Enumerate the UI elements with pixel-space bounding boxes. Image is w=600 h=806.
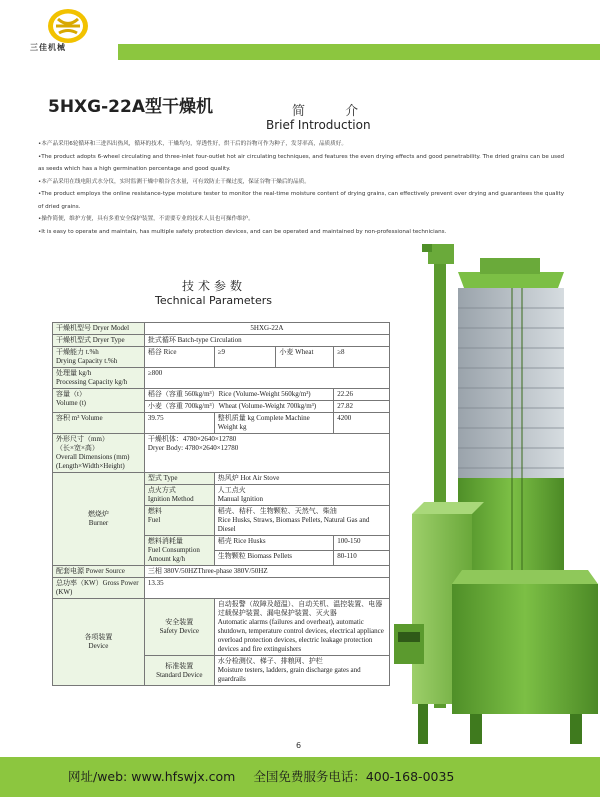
spec-label-en: Ignition Method: [147, 495, 194, 503]
spec-label-cn: 各项装置: [84, 633, 113, 641]
grain-dryer-tower-icon: [392, 244, 600, 746]
spec-label: [53, 434, 145, 473]
spec-sublabel: 小麦 Wheat: [276, 347, 334, 368]
spec-label: 干燥机型式 Dryer Type: [53, 335, 145, 347]
table-row: [53, 389, 390, 401]
spec-label: 总功率（KW）Gross Power (KW): [53, 578, 145, 599]
header-accent-bar: [118, 44, 600, 60]
table-row: [53, 578, 390, 599]
spec-sublabel: 稻壳 Rice Husks: [214, 536, 333, 551]
spec-label: [53, 368, 145, 389]
spec-value: 热风炉 Hot Air Stove: [214, 473, 389, 485]
spec-label-en: Fuel Consumption: [147, 546, 200, 554]
spec-label-en: (Length×Width×Height): [56, 462, 125, 470]
spec-label-cn: 点火方式: [147, 486, 176, 494]
spec-value-cn: 稻壳、秸秆、生物颗粒、天然气、柴油: [217, 507, 337, 515]
spec-sublabel: 小麦（容重 700kg/m³）Wheat (Volume-Weight 700kg/m³): [144, 401, 333, 413]
spec-label-en: Overall Dimensions (mm): [56, 453, 130, 461]
spec-sublabel: [144, 536, 214, 566]
spec-label: [53, 389, 145, 413]
spec-label-en: Volume (t): [56, 399, 87, 407]
page-number: 6: [296, 741, 302, 750]
table-row: [53, 473, 390, 485]
footer-bar: [0, 757, 600, 797]
spec-label-en: Safety Device: [159, 627, 200, 635]
footer-hotline: 全国免费服务电话：400-168-0035: [253, 769, 455, 784]
spec-label-cn: 燃料: [147, 507, 162, 515]
spec-table: [52, 322, 390, 686]
spec-sublabel: [144, 485, 214, 506]
spec-sublabel: 整机质量 kg Complete Machine Weight kg: [214, 413, 333, 434]
spec-sublabel: [144, 506, 214, 536]
spec-label: 配套电源 Power Source: [53, 566, 145, 578]
spec-sublabel: 稻谷 Rice: [144, 347, 214, 368]
intro-text: [38, 138, 566, 238]
spec-value: ≥8: [334, 347, 390, 368]
spec-value: 80-110: [334, 551, 390, 566]
spec-label-cn: 处理量 kg/h: [56, 369, 92, 377]
spec-value: 22.26: [334, 389, 390, 401]
intro-title-en: Brief Introduction: [266, 118, 371, 132]
spec-group-label: [53, 473, 145, 566]
footer-website[interactable]: 网址/web: www.hfswjx.com: [68, 769, 236, 784]
spec-sublabel: 生物颗粒 Biomass Pellets: [214, 551, 333, 566]
spec-label-en: Amount kg/h: [147, 555, 186, 563]
tech-title-cn: 技术参数: [182, 279, 247, 293]
spec-value-cn: 自动报警（故障及超温）、自动关机、温控装置、电器过载保护装置、漏电保护装置、灭火器: [217, 600, 383, 617]
spec-value: [214, 656, 389, 686]
spec-label-cn: 外形尺寸（mm）: [56, 435, 109, 443]
spec-label-en: Fuel: [147, 516, 161, 524]
spec-value-en: Automatic alarms (failures and overheat), automatic shutdown, temperature control devices, electrical appliance overload protection devices, electric leakage protection devices and fire extinguishers: [217, 618, 384, 653]
spec-value-cn: 水分检测仪、梯子、排粮网、护栏: [217, 657, 323, 665]
spec-label-cn: 燃烧炉: [87, 510, 109, 518]
spec-label-cn: 安全装置: [165, 618, 194, 626]
spec-value: 5HXG-22A: [144, 323, 389, 335]
table-row: [53, 599, 390, 656]
table-row: [53, 434, 390, 473]
spec-label-cn: （长×宽×高）: [56, 444, 99, 452]
spec-value: 三相 380V/50HZThree-phase 380V/50HZ: [144, 566, 389, 578]
spec-label-cn: 干燥能力 t.%h: [56, 348, 99, 356]
intro-paragraph: •操作简便，维护方便，具有多重安全保护装置，不需要专业的技术人员也可操作维护。: [38, 216, 254, 222]
spec-value: 批式循环 Batch-type Circulation: [144, 335, 389, 347]
sanjia-logo-icon: [28, 6, 108, 62]
spec-value-en: Manual Ignition: [217, 495, 264, 503]
spec-label: 干燥机型号 Dryer Model: [53, 323, 145, 335]
spec-value: 27.82: [334, 401, 390, 413]
intro-title-cn: 简 介: [292, 104, 377, 119]
intro-paragraph: •The product adopts 6-wheel circulating and three-inlet four-outlet hot air circulating techniques, and features the even drying effects and good penetrability. The dried grains can be used as seeds which has a high germination percentage and good quality.: [38, 153, 565, 172]
spec-sublabel: [144, 656, 214, 686]
spec-value: [214, 506, 389, 536]
spec-group-label: [53, 599, 145, 686]
table-row: [53, 347, 390, 368]
spec-label-en: Processing Capacity kg/h: [56, 378, 128, 386]
spec-value: ≥9: [214, 347, 276, 368]
footer-contact: [68, 767, 468, 785]
spec-sublabel: 型式 Type: [144, 473, 214, 485]
spec-label-en: Standard Device: [156, 670, 203, 679]
spec-value-en: Moisture testers, ladders, grain discharge gates and guardrails: [217, 666, 361, 683]
spec-sublabel: [144, 599, 214, 656]
table-row: [53, 323, 390, 335]
spec-label-en: Device: [88, 642, 109, 650]
tech-title-en: Technical Parameters: [155, 294, 272, 307]
spec-value: [214, 599, 389, 656]
spec-value: ≥800: [144, 368, 389, 389]
product-title: 5HXG-22A型干燥机: [48, 97, 213, 117]
spec-label: [53, 347, 145, 368]
spec-label-en: Drying Capacity t.%h: [56, 357, 118, 365]
spec-value-cn: 人工点火: [217, 486, 246, 494]
spec-value: [214, 485, 389, 506]
spec-value: 13.35: [144, 578, 389, 599]
spec-label: 容积 m³ Volume: [53, 413, 145, 434]
spec-value-en: Dryer Body: 4780×2640×12780: [147, 444, 239, 452]
spec-value: 100-150: [334, 536, 390, 551]
spec-value: [144, 434, 389, 473]
spec-label-cn: 标准装置: [165, 661, 194, 670]
page-header: [0, 0, 600, 64]
spec-value: 4200: [334, 413, 390, 434]
spec-label-cn: 容量（t）: [56, 390, 86, 398]
table-row: [53, 368, 390, 389]
spec-value: 39.75: [144, 413, 214, 434]
brand-name: 三佳机械: [30, 43, 66, 52]
intro-paragraph: •The product employs the online resistance-type moisture tester to monitor the real-time moisture content of drying grains, can effectively prevent over drying and guarantees the quality of dried grains.: [38, 191, 565, 210]
intro-paragraph: •It is easy to operate and maintain, has multiple safety protection devices, and can be operated and maintained by non-professional technicians.: [38, 228, 447, 235]
spec-value-cn: 干燥机体：4780×2640×12780: [147, 435, 237, 443]
intro-paragraph: •本产品采用在线电阻式水分仪，实时监测干燥中粮谷含水量，可有效防止干燥过度，保证谷物干燥后的品质。: [38, 178, 310, 185]
spec-value-en: Rice Husks, Straws, Biomass Pellets, Natural Gas and Diesel: [217, 516, 370, 533]
intro-paragraph: •本产品采用6轮循环和三进四出热风，循环的技术，干燥均匀，穿透性好，烘干后的谷物可作为种子，发芽率高，品质质好。: [38, 141, 347, 147]
table-row: [53, 566, 390, 578]
spec-label-en: Burner: [88, 519, 109, 527]
spec-label-cn: 燃料消耗量: [147, 537, 183, 545]
spec-sublabel: 稻谷（容重 560kg/m³）Rice (Volume-Weight 560kg/m³): [144, 389, 333, 401]
table-row: [53, 335, 390, 347]
table-row: [53, 413, 390, 434]
